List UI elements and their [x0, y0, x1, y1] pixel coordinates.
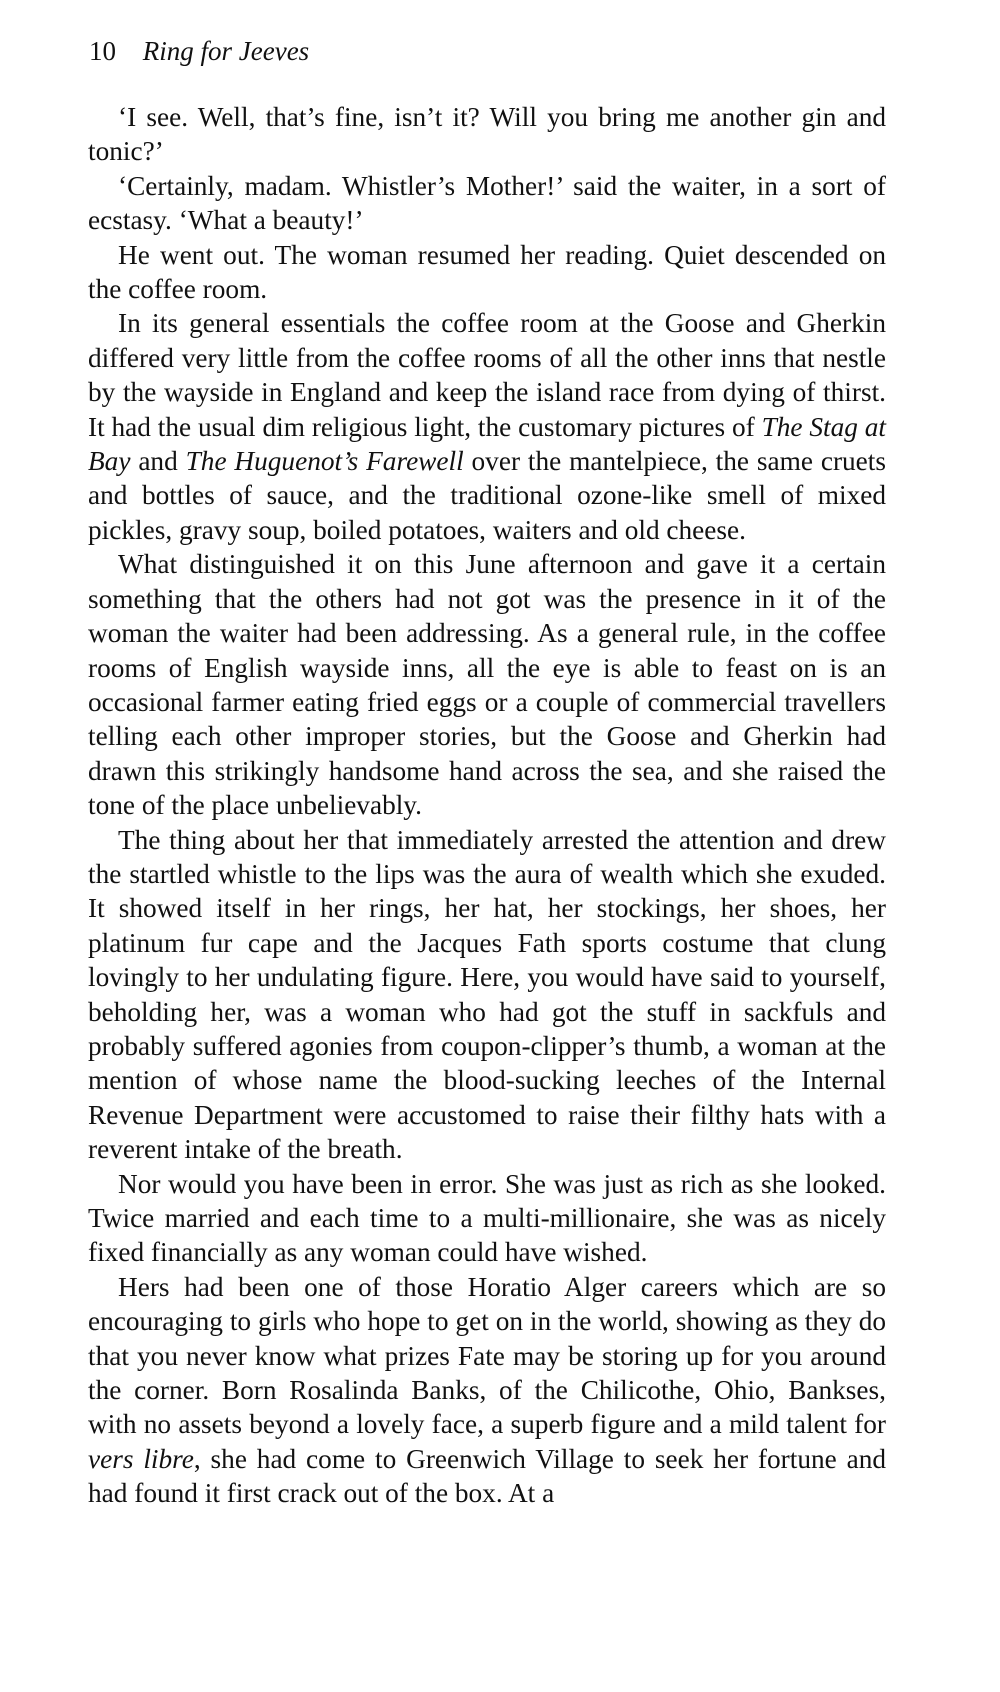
text-run: , she had come to Greenwich Village to seek her fortune and had found it first crack out of the box. At a: [88, 1443, 886, 1509]
paragraph: [88, 169, 886, 238]
text-run: Hers had been one of those Horatio Alger careers which are so encouraging to girls who hope to get on in the world, showing as they do that you never know what prizes Fate may be storing up for you around the corner. Born Rosalinda Banks, of the Chilicothe, Ohio, Bankses, with no assets beyond a lovely face, a superb figure and a mild talent for: [88, 1271, 886, 1440]
paragraph: [88, 306, 886, 547]
text-run: Nor would you have been in error. She was just as rich as she looked. Twice married and each time to a multi-millionaire, she was as nicely fixed financially as any woman could have wished.: [88, 1168, 886, 1268]
italic-title: The Huguenot’s Farewell: [185, 446, 464, 477]
paragraph: [88, 823, 886, 1167]
page-number: 10: [89, 36, 116, 66]
text-run: He went out. The woman resumed her reading. Quiet descended on the coffee room.: [88, 239, 886, 305]
text-run: ‘Certainly, madam. Whistler’s Mother!’ said the waiter, in a sort of ecstasy. ‘What a beauty!’: [88, 170, 886, 236]
paragraph: [88, 100, 886, 169]
italic-title: vers libre: [88, 1443, 194, 1474]
text-run: over the mantelpiece, the same cruets and bottles of sauce, and the traditional ozone-like smell of mixed pickles, gravy soup, boiled potatoes, waiters and old cheese.: [88, 446, 887, 545]
running-head: [89, 34, 309, 68]
text-run: What distinguished it on this June afternoon and gave it a certain something that the others had not got was the presence in it of the woman the waiter had been addressing. As a general rule, in the coffee rooms of English wayside inns, all the eye is able to feast on is an occasional farmer eating fried eggs or a couple of commercial travellers telling each other improper stories, but the Goose and Gherkin had drawn this strikingly handsome hand across the sea, and she raised the tone of the place unbelievably.: [88, 549, 886, 821]
book-title: Ring for Jeeves: [142, 36, 310, 66]
paragraph: [88, 1270, 886, 1511]
text-run: In its general essentials the coffee room at the Goose and Gherkin differed very little from the coffee rooms of all the other inns that nestle by the wayside in England and keep the island race from dying of thirst. It had the usual dim religious light, the customary pictures of: [88, 308, 886, 442]
text-run: The thing about her that immediately arrested the attention and drew the startled whistle to the lips was the aura of wealth which she exuded. It showed itself in her rings, her hat, her stockings, her shoes, her platinum fur cape and the Jacques Fath sports costume that clung lovingly to her undulating figure. Here, you would have said to yourself, beholding her, was a woman who had got the stuff in sackfuls and probably suffered agonies from coupon-clipper’s thumb, a woman at the mention of whose name the blood-sucking leeches of the Internal Revenue Department were accustomed to raise their filthy hats with a reverent intake of the breath.: [88, 824, 886, 1165]
paragraph: [88, 1167, 886, 1270]
text-run: ‘I see. Well, that’s fine, isn’t it? Will you bring me another gin and tonic?’: [88, 102, 886, 167]
paragraph: [88, 238, 886, 307]
text-run: and: [130, 446, 186, 477]
paragraph: [88, 547, 886, 822]
body-text: [88, 100, 886, 1511]
italic-title: The Stag at Bay: [88, 411, 887, 477]
